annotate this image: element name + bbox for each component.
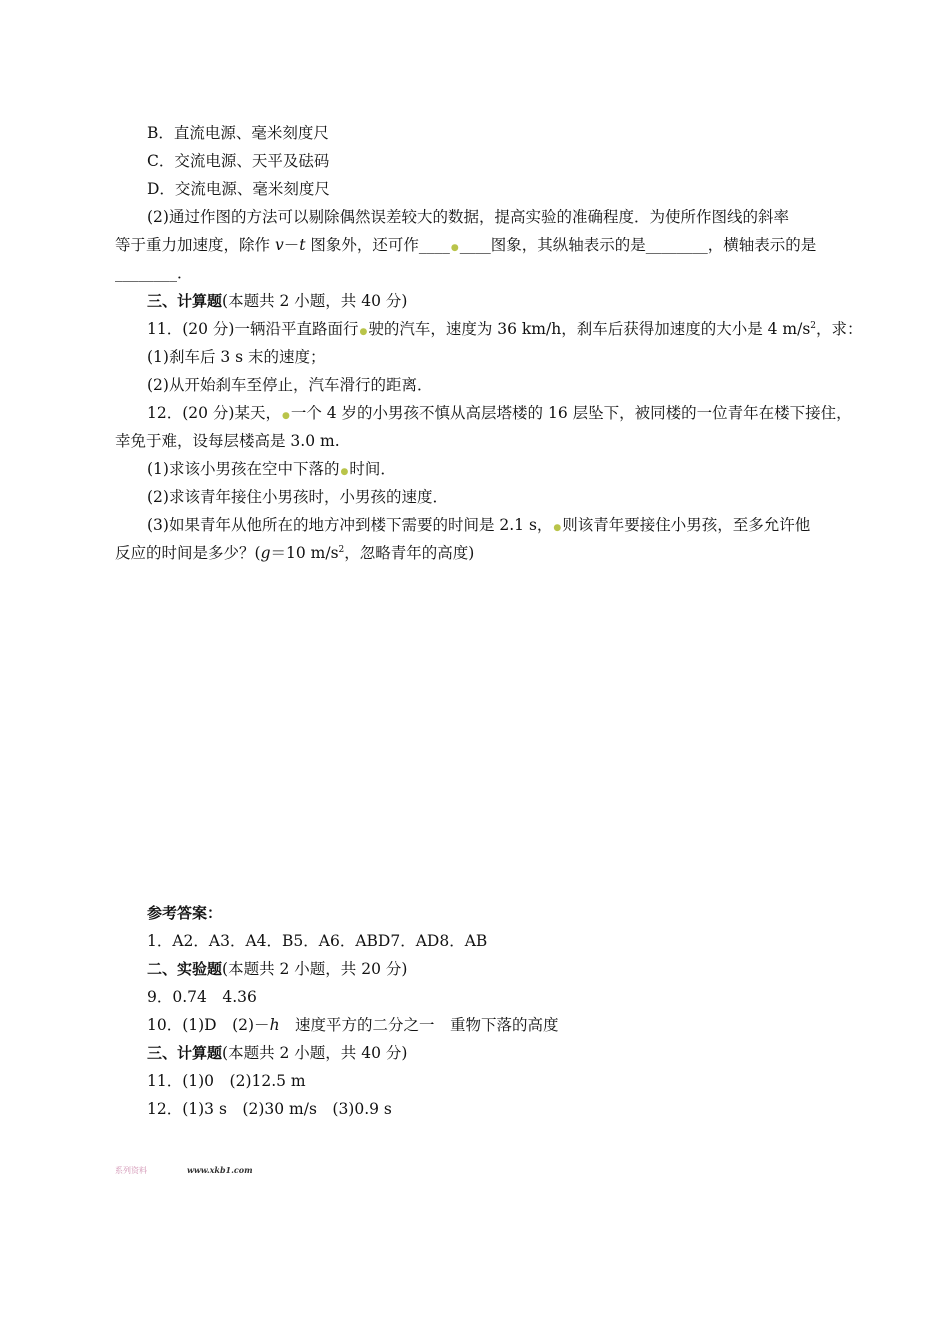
q11-part1: (1)刹车后 3 s 末的速度； (147, 348, 326, 366)
section3-title (147, 291, 407, 311)
answer-section2 (147, 959, 407, 979)
var-v: v (274, 236, 284, 254)
footer-url: www.xkb1.com (187, 1165, 253, 1175)
footer-left-text: 系列资料 (115, 1166, 147, 1175)
var-t: t (299, 236, 306, 254)
q12-text: (1)求该小男孩在空中下落的 (147, 460, 340, 478)
q10-text: 等于重力加速度，除作 (115, 236, 275, 254)
answer-text: 速度平方的二分之一 重物下落的高度 (279, 1016, 559, 1034)
answers-title: 参考答案： (147, 904, 223, 922)
q11-text: ，求： (816, 320, 863, 338)
answer-line-1: 1．A2．A3．A4．B5．A6．ABD7．AD8．AB (147, 932, 488, 950)
q11-text: 11．(20 分)一辆沿平直路面行 (147, 320, 359, 338)
q10-text: 图象外，还可作____ (305, 236, 450, 254)
option-c: C．交流电源、天平及砝码 (147, 152, 330, 170)
q12-part3-line2 (115, 543, 474, 563)
q10-part2-line1: (2)通过作图的方法可以剔除偶然误差较大的数据，提高实验的准确程度．为使所作图线的斜率 (147, 208, 789, 226)
option-b: B．直流电源、毫米刻度尺 (147, 124, 329, 142)
superscript: 2 (810, 320, 817, 331)
q12-text: ，忽略青年的高度) (344, 544, 475, 562)
answer-section3 (147, 1043, 407, 1063)
dot-mark-icon: ● (450, 243, 459, 253)
dash: － (283, 236, 300, 254)
q12-text: 12．(20 分)某天， (147, 404, 281, 422)
q10-text: ____图象，其纵轴表示的是________，横轴表示的是 (459, 236, 817, 254)
q12-part1 (147, 459, 396, 482)
section-heading: 二、实验题 (147, 960, 223, 978)
q11-text: 驶的汽车，速度为 36 km/h，刹车后获得加速度的大小是 4 m/s (368, 320, 811, 338)
q12-text: 时间． (349, 460, 396, 478)
q12-part2: (2)求该青年接住小男孩时，小男孩的速度． (147, 488, 448, 506)
answer-line-12: 12．(1)3 s (2)30 m/s (3)0.9 s (147, 1100, 392, 1118)
q12-part3 (147, 515, 810, 538)
section-note: (本题共 2 小题，共 40 分) (222, 292, 408, 310)
answer-line-11: 11．(1)0 (2)12.5 m (147, 1072, 306, 1090)
var-g: g (260, 544, 271, 562)
answers-heading (147, 903, 222, 923)
q11-part2: (2)从开始刹车至停止，汽车滑行的距离． (147, 376, 433, 394)
q10-part2-line2 (115, 235, 816, 258)
dot-mark-icon: ● (340, 467, 349, 477)
superscript: 2 (338, 544, 345, 555)
q12-text: 反应的时间是多少？( (115, 544, 261, 562)
q12-text: 一个 4 岁的小男孩不慎从高层塔楼的 16 层坠下，被同楼的一位青年在楼下接住， (290, 404, 852, 422)
q10-part2-line3: ________． (115, 264, 193, 282)
dot-mark-icon: ● (359, 327, 368, 337)
answer-line-10 (147, 1015, 559, 1035)
section-note: (本题共 2 小题，共 20 分) (222, 960, 408, 978)
var-h: h (269, 1016, 280, 1034)
answer-text: 10．(1)D (2)－ (147, 1016, 270, 1034)
answer-line-9: 9．0.74 4.36 (147, 988, 257, 1006)
q12-stem-line2: 幸免于难，设每层楼高是 3.0 m. (115, 432, 340, 450)
dot-mark-icon: ● (553, 523, 562, 533)
q11-stem (147, 319, 863, 342)
option-d: D．交流电源、毫米刻度尺 (147, 180, 330, 198)
q12-text: ＝10 m/s (270, 544, 339, 562)
section-heading: 三、计算题 (147, 292, 223, 310)
q12-text: (3)如果青年从他所在的地方冲到楼下需要的时间是 2.1 s， (147, 516, 553, 534)
section-note: (本题共 2 小题，共 40 分) (222, 1044, 408, 1062)
q12-stem (147, 403, 852, 426)
section-heading: 三、计算题 (147, 1044, 223, 1062)
dot-mark-icon: ● (281, 411, 290, 421)
q12-text: 则该青年要接住小男孩，至多允许他 (562, 516, 811, 534)
